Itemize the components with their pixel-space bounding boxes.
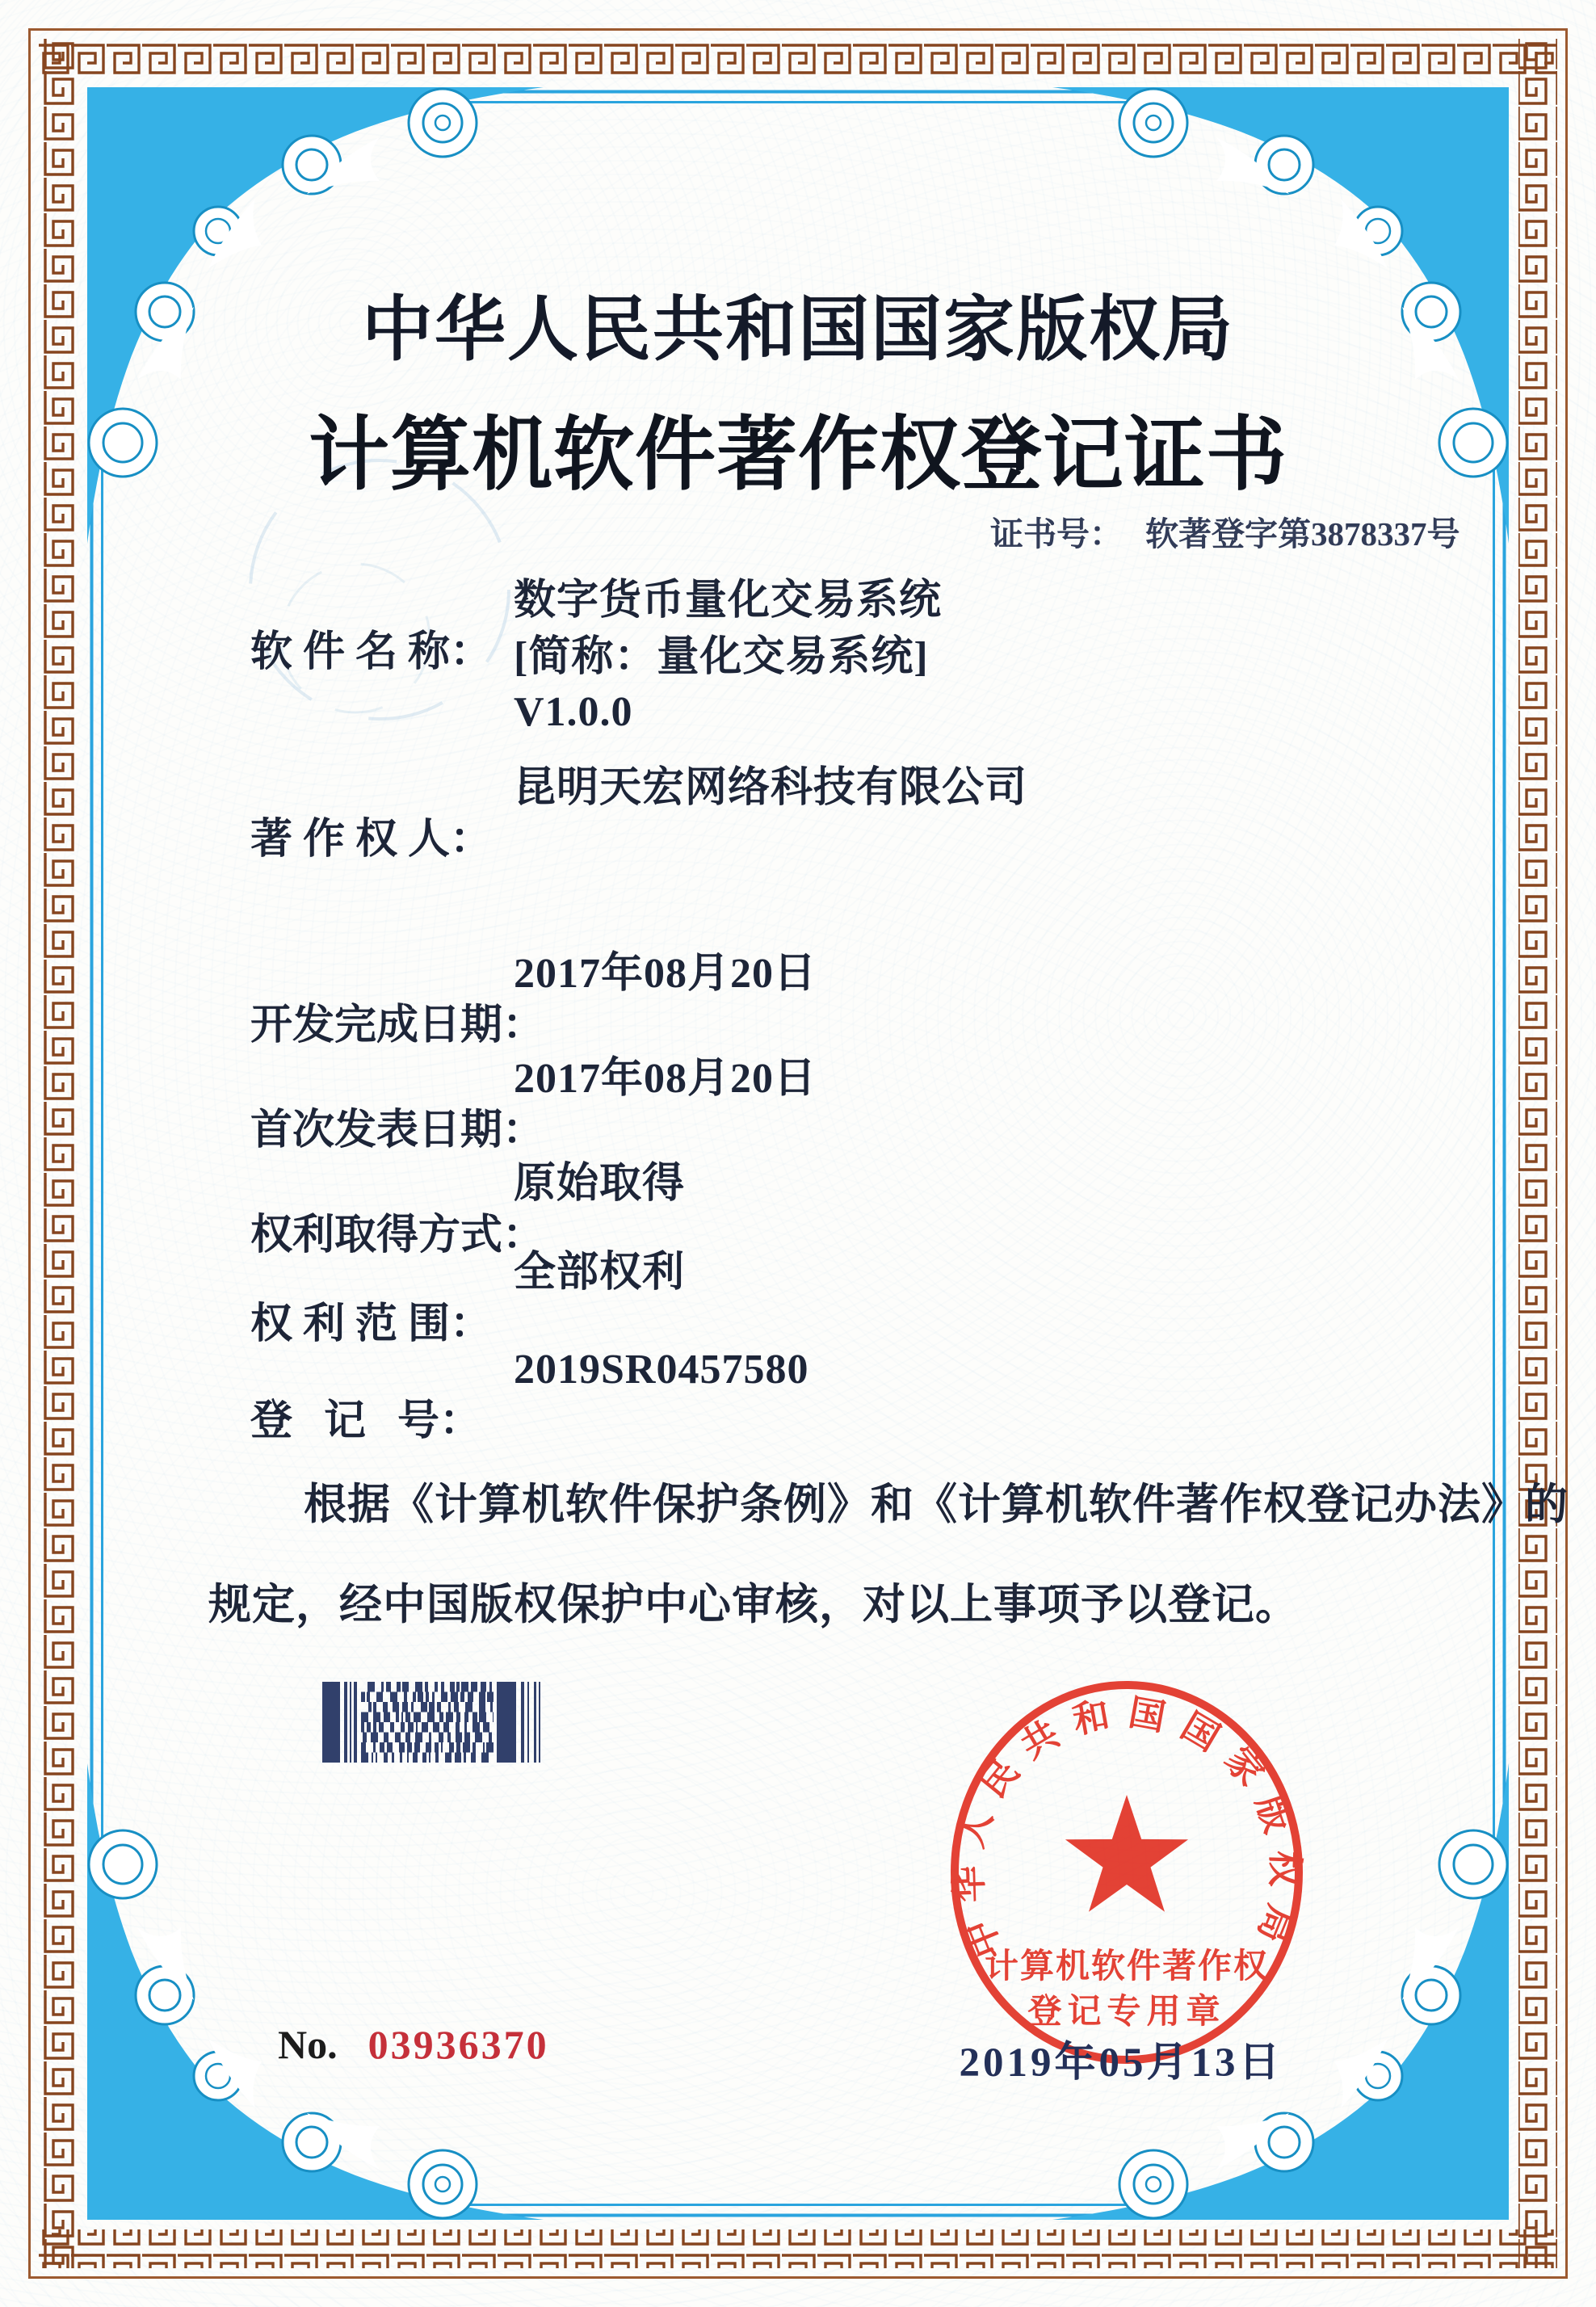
field-label: 首次发表日期：	[250, 1107, 545, 1154]
field-value: 昆明天宏网络科技有限公司	[514, 765, 1028, 811]
seal-inner-line1: 计算机软件著作权	[984, 1948, 1270, 1986]
field-label: 权利取得方式：	[250, 1212, 545, 1259]
field-label: 软 件 名 称：	[250, 629, 493, 675]
field-value: 2017年08月20日	[514, 951, 817, 997]
field-label: 权 利 范 围：	[250, 1301, 493, 1347]
seal-inner-line2: 登记专用章	[1027, 1994, 1226, 2031]
official-seal	[913, 1648, 1341, 2120]
field-label: 著 作 权 人：	[250, 817, 493, 863]
field-label: 登 记 号：	[250, 1398, 482, 1444]
field-value: 数字货币量化交易系统	[514, 578, 943, 624]
field-value: 2019SR0457580	[514, 1347, 809, 1393]
serial-no	[278, 2021, 549, 2068]
software-version: V1.0.0	[514, 689, 633, 735]
serial-no-value: 03936370	[368, 2022, 549, 2067]
field-row-copyright-owner	[208, 763, 1028, 969]
statement-line1: 根据《计算机软件保护条例》和《计算机软件著作权登记办法》的	[304, 1481, 1569, 1528]
field-value: 原始取得	[514, 1161, 686, 1207]
field-value: 2017年08月20日	[514, 1056, 817, 1102]
cert-no-value: 软著登字第3878337号	[1145, 515, 1460, 553]
pdf417-barcode	[319, 1682, 545, 1767]
seal-arc-text: 中华人民共和国国家版权局	[948, 1691, 1305, 1963]
cert-no-label: 证书号：	[990, 515, 1123, 553]
seal-star-icon	[1065, 1795, 1188, 1912]
authority-title: 中华人民共和国国家版权局	[361, 292, 1234, 370]
serial-no-label: No.	[278, 2022, 338, 2067]
field-label: 开发完成日期：	[250, 1002, 545, 1048]
software-name-short: [简称：量化交易系统]	[514, 634, 929, 680]
field-value: 全部权利	[514, 1250, 686, 1296]
statement-line2: 规定，经中国版权保护中心审核，对以上事项予以登记。	[208, 1582, 1299, 1628]
certificate-title: 计算机软件著作权登记证书	[309, 410, 1287, 500]
cert-no	[990, 507, 1460, 555]
seal-date: 2019年05月13日	[959, 2040, 1283, 2086]
corner-ornament-bottom-left	[87, 1763, 544, 2220]
